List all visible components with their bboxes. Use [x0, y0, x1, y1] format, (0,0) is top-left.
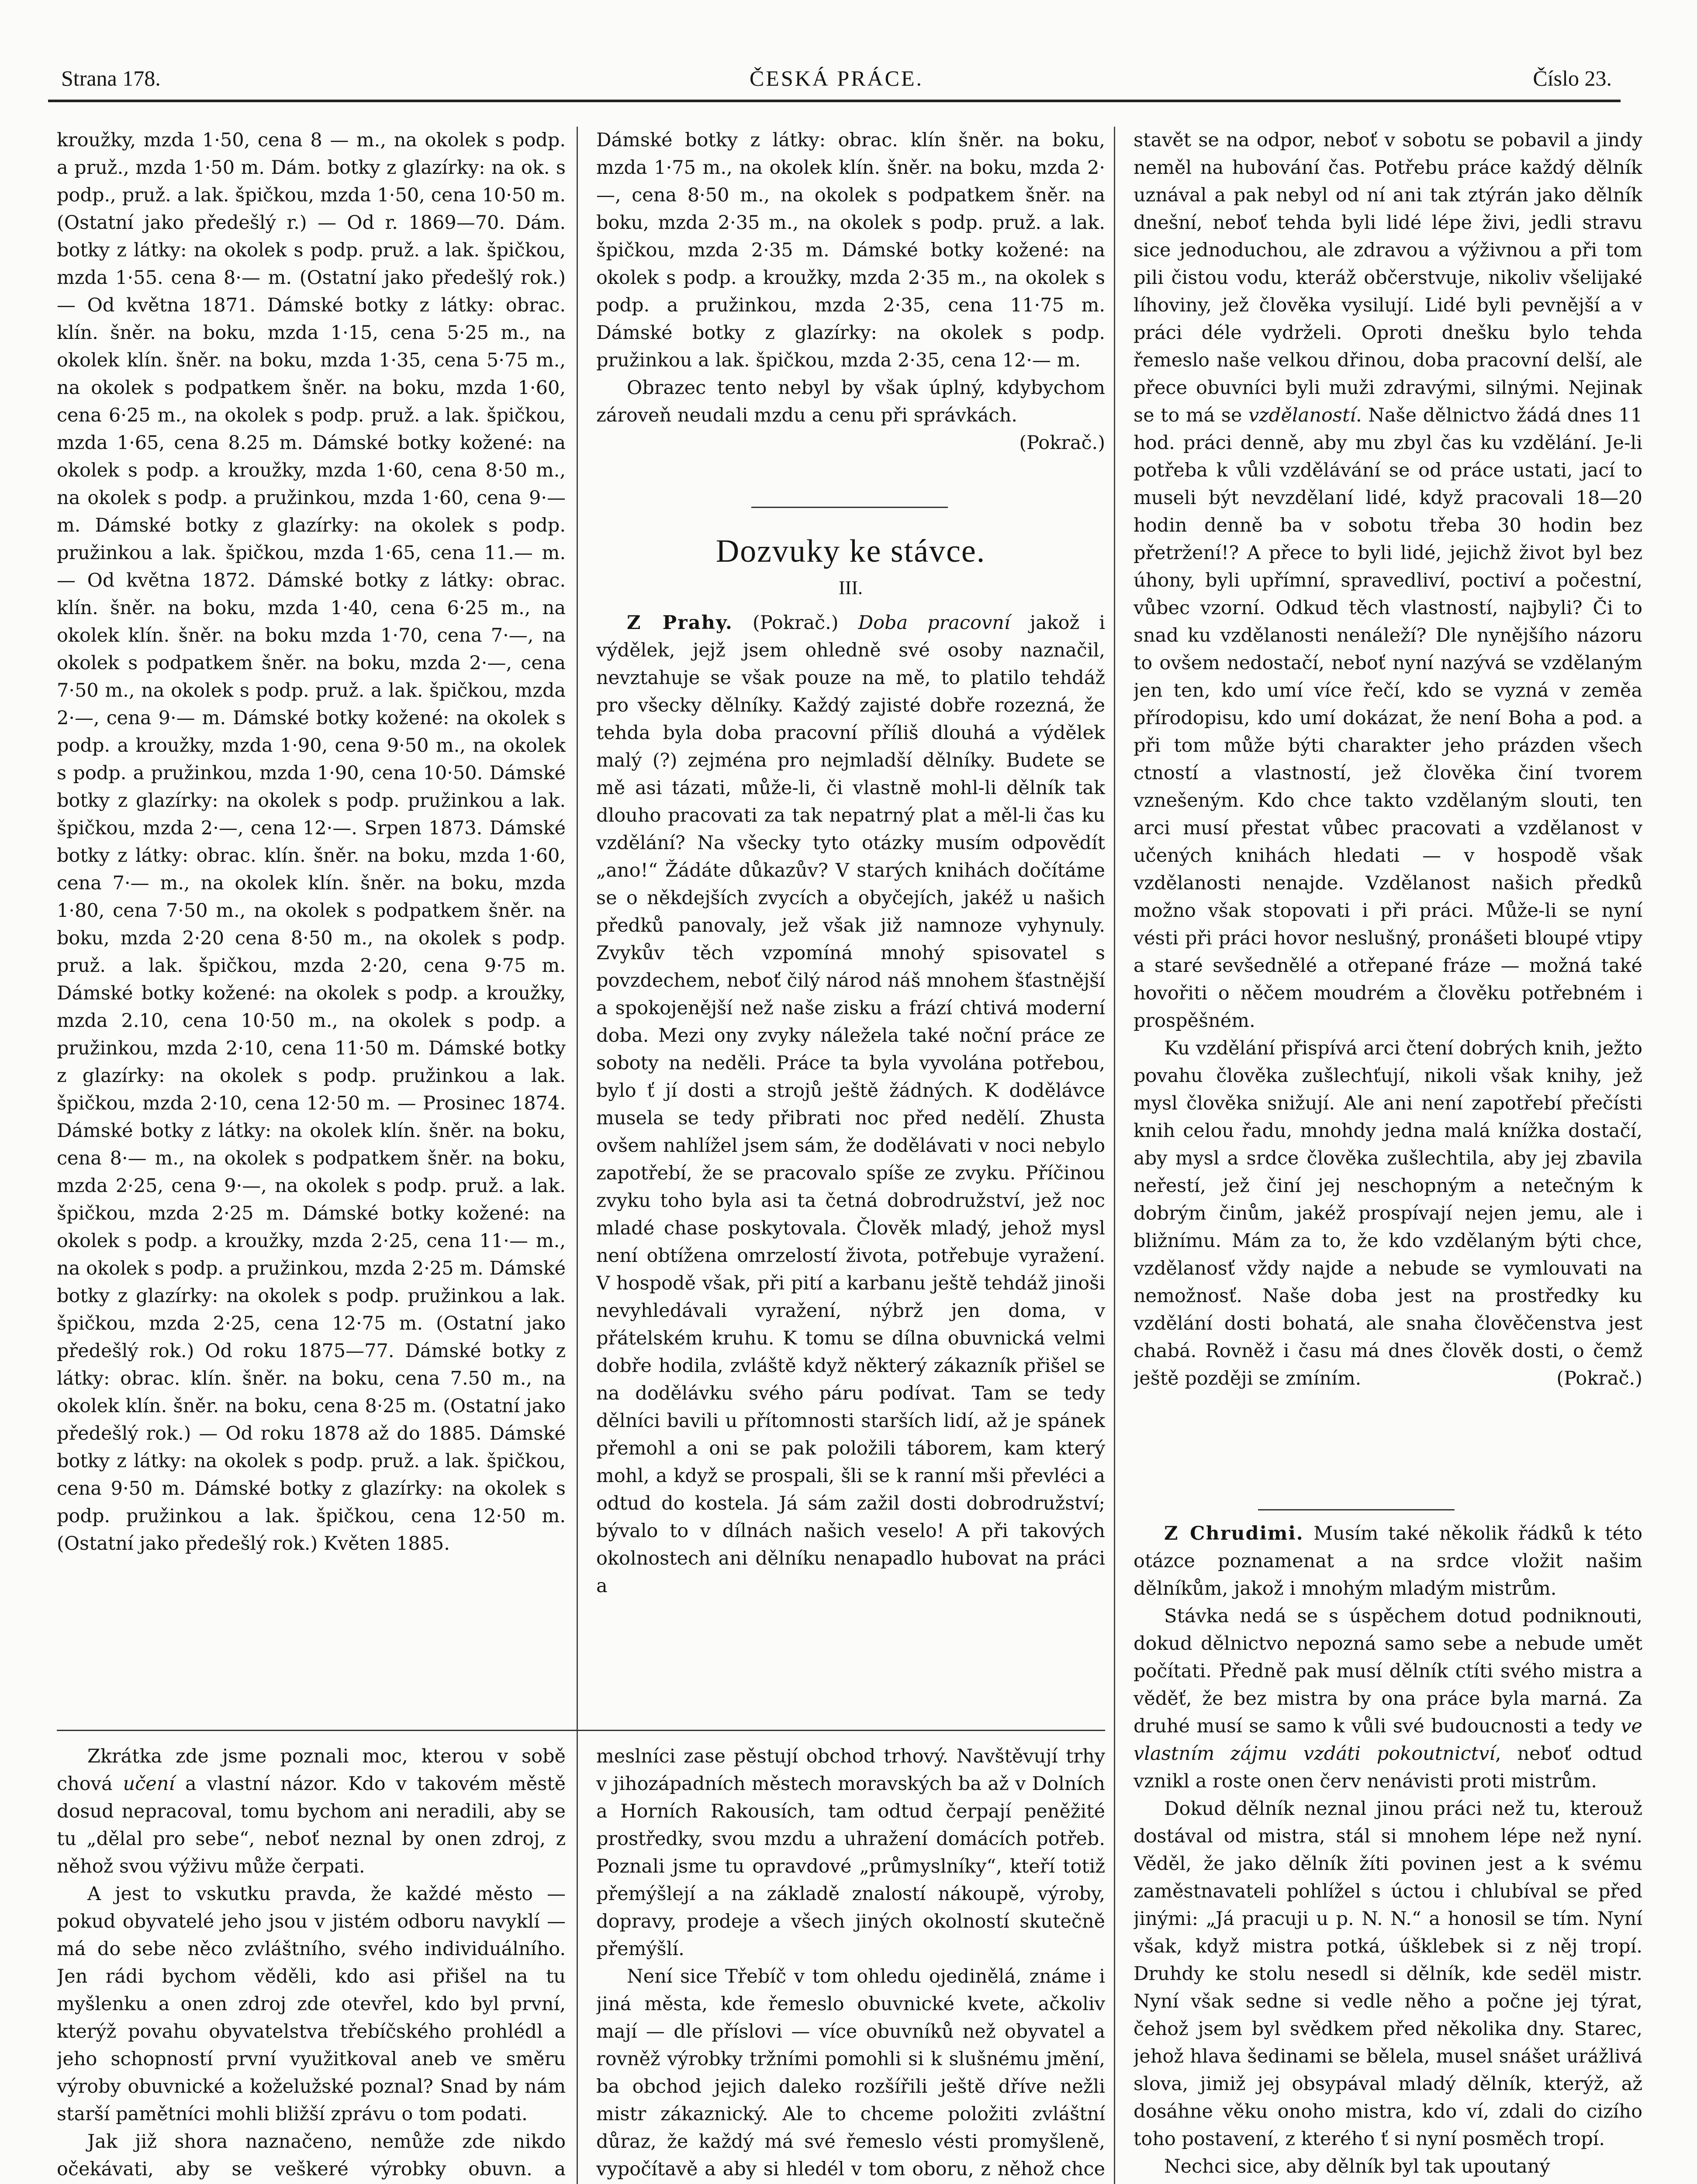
- column-divider-1: [577, 127, 578, 2184]
- article-title: Dozvuky ke stávce.: [715, 533, 986, 569]
- bottom-paragraph-1: [57, 1743, 566, 1880]
- column-3-chrudim: [1134, 1520, 1642, 2184]
- section-rule: [57, 1730, 1105, 1731]
- page-number: Strana 178.: [61, 66, 161, 90]
- emphasis-text-chrudim: ve vlastním zájmu vzdáti pokoutnictví: [1134, 1715, 1642, 1765]
- bottom-text-6a: Není sice Třebíč v tom ohledu ojedinělá, známe i jiná města, kde řemeslo obuvnické kvete, ačkoliv mají — dle příslovi — více obuvníků než obyvatel a rovněž výrobky tržními pomohli si k slušnému jmění, ba obchod jejich daleko rozšířili ještě dříve nežli mistr zákaznický. Ale to chceme položiti zvláštní důraz, že každý má své řemeslo vésti promyšleně, vypočítavě a aby si hledél v tom oboru, z něhož chce: [596, 1966, 1105, 2180]
- price-list-text: kroužky, mzda 1·50, cena 8 — m., na okolek s podp. a pruž., mzda 1·50 m. Dám. botky z glazírky: na ok. s podp., pruž. a lak. špičkou, mzda 1·50, cena 10·50 m. (Ostatní jako předešlý r.) — Od r. 1869—70. Dám. botky z látky: na okolek s podp. pruž. a lak. špičkou, mzda 1·55. cena 8·— m. (Ostatní jako předešlý rok.) — Od května 1871. Dámské botky z látky: obrac. klín. šněr. na boku, mzda 1·15, cena 5·25 m., na okolek klín. šněr. na boku, mzda 1·35, cena 5·75 m., na okolek s podpatkem šněr. na boku, mzda 1·60, cena 6·25 m., na okolek s podp. pruž. a lak. špičkou, mzda 1·65, cena 8.25 m. Dámské botky kožené: na okolek s podp. a kroužky, mzda 1·60, cena 8·50 m., na okolek s podp. a pružinkou, mzda 1·60, cena 9·— m. Dámské botky z glazírky: na okolek s podp. pružinkou a lak. špičkou, mzda 1·65, cena 11.— m. — Od května 1872. Dámské botky z látky: obrac. klín. šněr. na boku, mzda 1·40, cena 6·25 m., na okolek klín. šněr. na boku mzda 1·70, cena 7·—, na okolek s podpatkem šněr. na boku, mzda 2·—, cena 7·50 m., na okolek s podp. pruž. a lak. špičkou, mzda 2·—, cena 9·— m. Dámské botky kožené: na okolek s podp. a kroužky, mzda 1·90, cena 9·50 m., na okolek s podp. a pružinkou, mzda 1·90, cena 10·50. Dámské botky z glazírky: na okolek s podp. pružinkou a lak. špičkou, mzda 2·—, cena 12·—. Srpen 1873. Dámské botky z látky: obrac. klín. šněr. na boku, mzda 1·60, cena 7·— m., na okolek klín. šněr. na boku, mzda 1·80, cena 7·50 m., na okolek s podpatkem šněr. na boku, mzda 2·20 cena 8·50 m., na okolek s podp. pruž. a lak. špičkou, mzda 2·20, cena 9·75 m. Dámské botky kožené: na okolek s podp. a kroužky, mzda 2.10, cena 10·50 m., na okolek s podp. a pružinkou, mzda 2·10, cena 11·50 m. Dámské botky z glazírky: na okolek s podp. pružinkou a lak. špičkou, mzda 2·10, cena 12·50 m. — Prosinec 1874. Dámské botky z látky: na okolek klín. šněr. na boku, cena 8·— m., na okolek s podpatkem šněr. na boku, mzda 2·25, cena 9·—, na okolek s podp. pruž. a lak. špičkou, mzda 2·25 m. Dámské botky kožené: na okolek s podp. a kroužky, mzda 2·25, cena 11·— m., na okolek s podp. a pružinkou, mzda 2·25 m. Dámské botky z glazírky: na okolek s podp. pružinkou a lak. špičkou, mzda 2·25, cena 12·75 m. (Ostatní jako předešlý rok.) Od roku 1875—77. Dámské botky z látky: obrac. klín. šněr. na boku, cena 7.50 m., na okolek klín. šněr. na boku, cena 8·25 m. (Ostatní jako předešlý rok.) — Od roku 1878 až do 1885. Dámské botky z látky: na okolek s podp. pruž. a lak. špičkou, cena 9·50 m. Dámské botky z glazírky: na okolek s podp. pružinkou a lak. špičkou, cena 12·50 m. (Ostatní jako předešlý rok.) Květen 1885.: [57, 129, 566, 1555]
- chrudim-paragraph: [1134, 1520, 1642, 1603]
- article-separator: [751, 507, 948, 508]
- article-text-3a: stavět se na odpor, neboť v sobotu se pobavil a jindy neměl na hubování čas. Potřebu práce každý dělník uznával a pak nebyl od ní ani tak ztýrán jako dělník dnešní, neboť tehda byli lidé lépe živi, jedli stravu sice jednoduchou, ale zdravou a výživnou a při tom pili čistou vodu, kteráž občerstvuje, nikoliv všeliјaké líhoviny, jež člověka vysilují. Lidé byli pevnější a v práci déle vydrželi. Oproti dnešku bylo tehda řemeslo naše velkou dřinou, doba pracovní delší, ale přece obuvníci byli muži zdravými, silnými. Nejinak se to má se: [1134, 129, 1642, 426]
- bottom-paragraph-2: A jest to vskutku pravda, že každé město — pokud obyvatelé jeho jsou v jistém odboru navyklí — má do sebe něco zvláštního, svého individuálního. Jen rádi bychom věděli, kdo asi přišel na tu myšlenku a onen zdroj zde otevřel, kdo byl první, kterýž povahu obyvatelstva třebíčského prohlédl a jeho schopností první využitkoval aneb ve směru výroby obuvnické a koželužské poznal? Snad by nám starší pamětníci mohli bližší zprávu o tom podati.: [57, 1883, 566, 2125]
- column-2-article: [596, 609, 1105, 1723]
- column-1-bottom: [57, 1743, 566, 2184]
- continued-marker: (Pokrač.): [1019, 432, 1105, 454]
- issue-number: Číslo 23.: [1533, 66, 1612, 90]
- article-text: jakož i výdělek, jejž jsem ohledně své osoby naznačil, nevztahuje se však pouze na mě, to platilo tehdáž pro všecky dělníky. Každý zajisté dobře rozezná, že tehda byla doba pracovní příliš dlouhá a výdělek malý (?) zejména pro nejmladší dělníky. Budete se mě asi tázati, může-li, či vlastně mohl-li dělník tak dlouho pracovati za tak nepatrný plat a měl-li čas ku vzdělání? Na všecky tyto otázky musím odpovědít „ano!“ Žádáte důkazův? V starých knihách dočítáme se o někdejších zvycích a obyčejích, jakéž u našich předků panovaly, jež však již namnoze vyhynuly. Zvykův těch vzpomíná mnohý spisovatel s povzdechem, neboť čilý národ náš mnohem šťastnější a spokojenější než naše zisku a frází chtivá moderní doba. Mezi ony zvyky náleželа také noční práce ze soboty na neděli. Práce ta byla vyvolána potřebou, bylo ť jí dosti a strojů ještě žádných. K dodělávce musela se tedy přibrati noc před nedělí. Zhusta ovšem nahlížel jsem sám, že dodělávati v noci nebylo zapotřebí, že se pracovalo spíše ze zvyku. Příčinou zvyku toho byla asi ta četná dobrodružství, jež noc mladé chase poskytovala. Člověk mladý, jehož mysl není obtížena omrzelostí života, potřebuje vyražení. V hospodě však, při pití a karbanu ještě tehdáž jinoši nevyhledávali vyražení, nýbrž jen doma, v přátelském kruhu. K tomu se dílna obuvnická velmi dobře hodila, zvláště když některý zákazník přišel se na dodělávku svého páru podívat. Tam se tedy dělníci bavili u přítomnosti starších lidí, až je spánek přemohl a oni se pak položili táborem, kam který mohl, a když se prospali, šli se k ranní mši převléci a odtud do kostela. Já sám zažil dosti dobrodružství; bývalo to v dílnách našich veselo! A při takových okolnostech ani dělníku nenapadlo hubovat na práci a: [596, 612, 1105, 1597]
- bottom-paragraph-6: [596, 1963, 1105, 2184]
- article-paragraph-3-2: [1134, 1035, 1642, 1393]
- chrudim-text: Musím také několik řádků k této otázce poznamenat a na srdce vložit našim dělníkům, jakož i mnohým mladým mistrům.: [1134, 1523, 1642, 1600]
- chrudim-paragraph-4: Nechci sice, aby dělník byl tak upoutaný: [1164, 2156, 1550, 2177]
- article-separator-3: [1258, 1509, 1455, 1510]
- column-2-top: [596, 127, 1105, 498]
- emphasis-uceni: učení: [123, 1773, 175, 1795]
- chrudim-paragraph-2: [1134, 1603, 1642, 1795]
- chrudim-paragraph-3: Dokud dělník neznal jinou práci než tu, kterouž dostával od mistra, stál si mnohem lépe než nyní. Věděl, že jako dělník žíti povinen jest a k svému zaměstnavateli pohlížel s úctou i chlubíval se před jinými: „Já pracuji u p. N. N.“ a honosil se tím. Nyní však, když mistra potká, úšklebek si z něj tropí. Druhdy ke stolu nesedl si dělník, kde sedël mistr. Nyní však sedne si vedle něho a počne jej týrat, čehož jsem byl svědkem před několika dny. Starec, jehož hlava šedinami se bělela, musel snášet urážlivá slova, jimiž jej obsypával mladý dělník, kterýž, až dosáhne věku onoho mistra, kdo ví, zdali do cizího toho postavení, z kterého ť si nyní posměch tropí.: [1134, 1798, 1642, 2150]
- price-list-note: [596, 374, 1105, 454]
- page-header: [61, 66, 1612, 105]
- column-2-bottom: [596, 1743, 1105, 2184]
- column-divider-2: [1114, 127, 1115, 2184]
- bottom-text-1a: Zkrátka zde jsme poznali moc, kterou v sobě chová: [57, 1745, 566, 1795]
- price-list-note-text: Obrazec tento nebyl by však úplný, kdybychom zároveň neudali mzdu a cenu při správkách.: [596, 377, 1105, 426]
- dateline-chrudim: Z Chrudimi.: [1164, 1523, 1304, 1545]
- column-3-top: [1134, 127, 1642, 1516]
- emphasis-text-3: vzdělaností: [1248, 404, 1356, 426]
- chrudim-text-2: Stávka nedá se s úspěchem dotud podniknouti, dokud dělnictvo nepozná samo sebe a nebude umět počítati. Předně pak musí dělník ctíti svého mistra a věděť, že bez mistra by ona práce byla marná. Za druhé musí se samo k vůli své budoucnosti a tedy: [1134, 1605, 1642, 1737]
- header-rule: [48, 100, 1621, 102]
- article-text-3c: Ku vzdělání přispívá arci čtení dobrých knih, ježto povahu člověka zušlechťují, nikoli však knihy, jež mysl člověka snižují. Ale ani není zapotřebí přečísti knih celou řadu, mnohdy jedna malá knížka dostačí, aby mysl a srdce člověka zušlechtila, aby jej zbavila neřestí, jež činí jej neschopným a netečným k dobrým činům, jakéž prospívají nejen jemu, ale i bližnímu. Mám za to, že kdo vzdělaným býti chce, vzdělanosť vždy najde a nebude se vymlouvati na nemožnosť. Naše doba jest na prostředky ku vzdělání dosti bohatá, ale snaha člověčenstva jest chabá. Rovněž i času má dnes člověk dosti, o čemž ještě později se zmíním.: [1134, 1037, 1642, 1389]
- publication-title: ČESKÁ PRÁCE.: [749, 66, 924, 90]
- emphasis-text: Doba pracovní: [858, 612, 1010, 634]
- continued-marker-3: (Pokrač.): [1556, 1368, 1642, 1389]
- chrudim-text-2b: , neboť odtud vznikl a roste onen červ nenávisti proti mistrům.: [1134, 1743, 1642, 1792]
- bottom-text-1b: a vlastní názor. Kdo v takovém městě dosud nepracoval, tomu bychom ani neradili, aby se tu „dělal pro sebe“, neboť neznal by onen zdroj, z něhož svou výživu může čerpati.: [57, 1773, 566, 1877]
- dateline-prague: Z Prahy.: [627, 612, 733, 634]
- bottom-paragraph-3: Jak již shora naznačeno, nemůže zde nikdo očekávati, aby se veškeré výrobky obuvn. a: [57, 2131, 566, 2180]
- bottom-paragraph-5: meslníci zase pěstují obchod trhový. Navštěvují trhy v jihozápadních městech moravských ba až v Dolních a Horních Rakousích, tam odtud čerpají peněžité prostředky, svou mzdu a uhražení domácích potřeb. Poznali jsme tu opravdové „průmyslníky“, kteří totiž přemýšlejí a na základě znalostí nákoupě, výroby, dopravy, prodeje a všech jiných okolností skutečně přemýšlí.: [596, 1745, 1105, 1960]
- article-paragraph-3: [1134, 127, 1642, 1035]
- column-1-price-list: [57, 127, 566, 1725]
- article-part-number: III.: [839, 577, 863, 598]
- article-text-3b: . Naše dělnictvo žádá dnes 11 hod. práci denně, aby mu zbyl čas ku vzdělání. Je-li potřeba k vůli vzdělávání se od práce ustati, jací to museli být nevzdělaní lidé, když pracovali 18—20 hodin denně ba v sobotu třeba 30 hodin bez přetržení!? A přece to byli lidé, jejichž život byl bez úhony, byli upřímní, spravedliví, poctiví a počestní, vůbec vzorní. Odkud těch vlastností, najbyli? Či to snad ku vzdělanosti nenáleží? Dle nynějšího názoru to ovšem nedostačí, neboť nyní nazývá se vzdělaným jen ten, kdo umí více řečí, kdo se vyzná v zeměa přírodopisu, kdo umí dokázat, že není Boha a pod. a při tom může býti charakter jeho prázden všech ctností a vlastností, jež člověka činí tvorem vznešeným. Kdo chce takto vzdělaným slouti, ten arci musí přestat vůbec pracovati a vzdělanost v učených knihách hledati — v hospodě však vzdělanosti nenajde. Vzdělanost našich předků možno však stopovati i při práci. Může-li se nyní vésti při práci hovor neslušný, pronášeti bloupé vtipy a staré sevšednělé a otřepané fráze — možná také hovořiti o něčem moudrém a člověku potřebném i prospěšném.: [1134, 404, 1642, 1032]
- price-list-continued: Dámské botky z látky: obrac. klín šněr. na boku, mzda 1·75 m., na okolek klín. šněr. na boku, mzda 2·—, cena 8·50 m., na okolek s podpatkem šněr. na boku, mzda 2·35 m., na okolek s podp. pruž. a lak. špičkou, mzda 2·35 m. Dámské botky kožené: na okolek s podp. a kroužky, mzda 2·35 m., na okolek s podp. a pružinkou, mzda 2·35, cena 11·75 m. Dámské botky z glazírky: na okolek s podp. pružinkou a lak. špičkou, mzda 2·35, cena 12·— m.: [596, 129, 1105, 371]
- continued-note: (Pokrač.): [733, 612, 858, 634]
- article-paragraph: [596, 609, 1105, 1600]
